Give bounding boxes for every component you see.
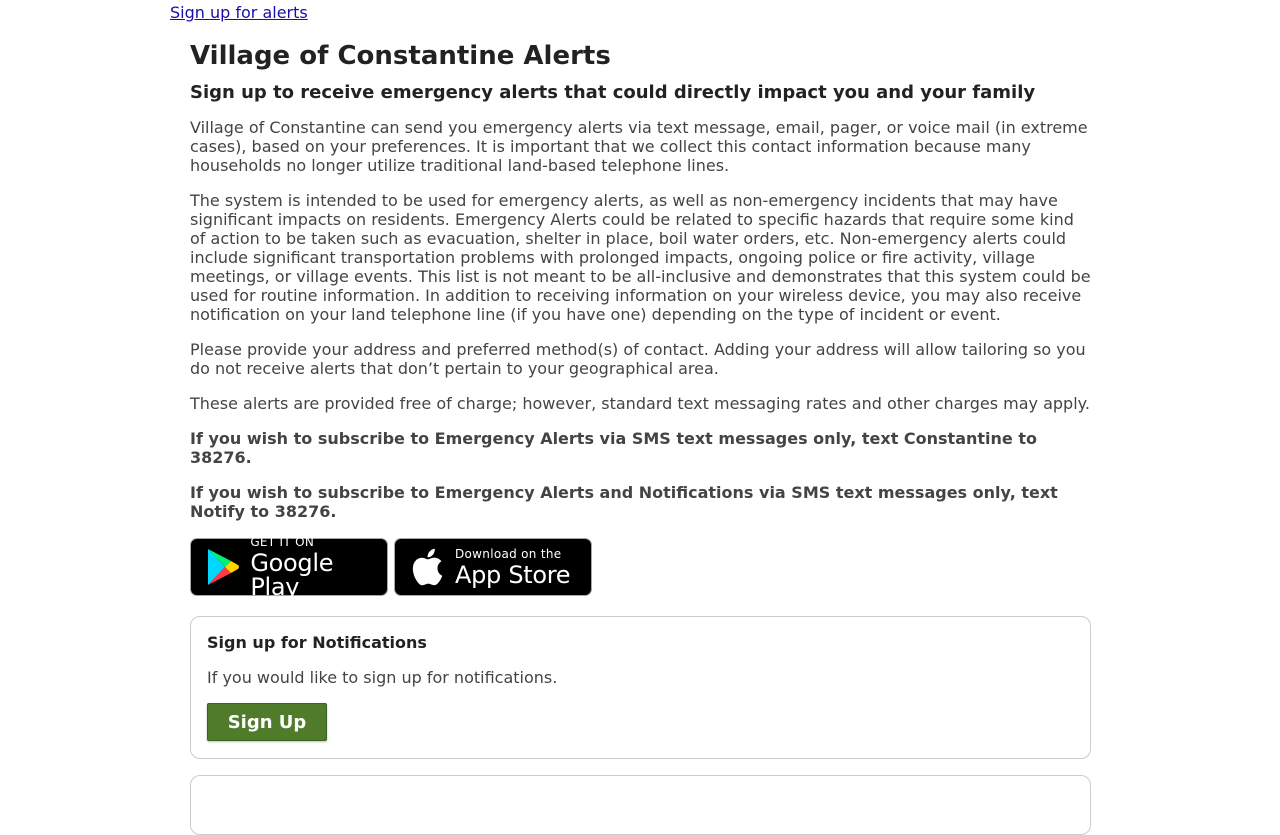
apple-icon bbox=[407, 547, 447, 587]
notifications-card bbox=[190, 616, 1091, 759]
page-subtitle: Sign up to receive emergency alerts that could directly impact you and your family bbox=[190, 82, 1036, 103]
google-play-text bbox=[250, 536, 387, 599]
google-play-icon bbox=[203, 547, 242, 587]
app-store-badge[interactable] bbox=[394, 538, 592, 596]
notifications-description: If you would like to sign up for notifications. bbox=[207, 668, 558, 687]
page-title: Village of Constantine Alerts bbox=[190, 41, 611, 71]
next-card bbox=[190, 775, 1091, 835]
sms-alerts-paragraph: If you wish to subscribe to Emergency Alerts via SMS text messages only, text Constantine to 38276. bbox=[190, 429, 1037, 467]
google-play-big-text: Google Play bbox=[250, 548, 334, 601]
app-store-big-text: App Store bbox=[455, 560, 571, 589]
system-purpose-paragraph: The system is intended to be used for emergency alerts, as well as non-emergency incidents that may have significant impacts on residents. Emergency Alerts could be related to specific hazards that require some kind of action to be taken such as evacuation, shelter in place, boil water orders, etc. Non-emergency alerts could include significant transportation problems with prolonged impacts, ongoing police or fire activity, village meetings, or village events. This list is not meant to be all-inclusive and demonstrates that this system could be used for routine information. In addition to receiving information on your wireless device, you may also receive notification on your land telephone line (if you have one) depending on the type of incident or event. bbox=[190, 191, 1091, 324]
sms-notify-paragraph: If you wish to subscribe to Emergency Alerts and Notifications via SMS text messages only, text Notify to 38276. bbox=[190, 483, 1058, 521]
app-store-small-text: Download on the bbox=[455, 546, 562, 561]
app-store-text bbox=[455, 548, 570, 587]
charges-paragraph: These alerts are provided free of charge; however, standard text messaging rates and other charges may apply. bbox=[190, 394, 1090, 413]
signup-alerts-link[interactable]: Sign up for alerts bbox=[170, 3, 308, 22]
google-play-badge[interactable] bbox=[190, 534, 388, 601]
intro-paragraph: Village of Constantine can send you emergency alerts via text message, email, pager, or voice mail (in extreme cases), based on your preferences. It is important that we collect this contact information because many households no longer utilize traditional land-based telephone lines. bbox=[190, 118, 1088, 175]
app-store-badges bbox=[190, 534, 1091, 601]
main-content bbox=[190, 40, 1091, 835]
notifications-heading: Sign up for Notifications bbox=[207, 633, 427, 652]
address-paragraph: Please provide your address and preferred method(s) of contact. Adding your address will allow tailoring so you do not receive alerts that don’t pertain to your geographical area. bbox=[190, 340, 1086, 378]
google-play-small-text: GET IT ON bbox=[250, 534, 315, 549]
sign-up-button[interactable]: Sign Up bbox=[207, 703, 327, 741]
